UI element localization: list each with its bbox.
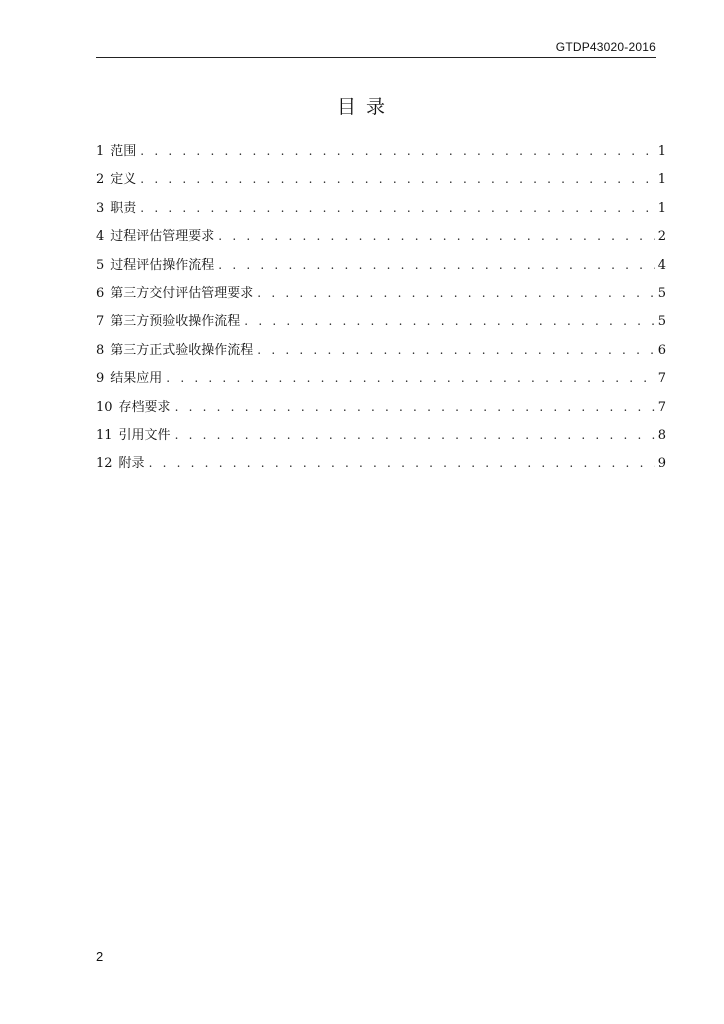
toc-entry-page: 8	[657, 427, 666, 443]
toc-entry-title: 过程评估管理要求	[110, 229, 215, 245]
dot-leader	[175, 428, 655, 442]
toc-entry-number: 1	[96, 144, 105, 159]
toc-entry-page: 7	[657, 399, 666, 415]
toc-title: 目 录	[336, 96, 388, 118]
toc-entry-page: 1	[657, 144, 666, 159]
toc-entry-label	[96, 140, 140, 159]
dot-leader	[149, 456, 655, 470]
toc-entry-page: 9	[657, 456, 666, 472]
toc-entry-page: 4	[657, 257, 666, 273]
toc-entry-label	[96, 310, 244, 329]
toc-entry-number: 12	[96, 456, 113, 472]
dot-leader	[257, 343, 654, 357]
toc-entry-number: 9	[96, 371, 105, 387]
toc-entry-title: 引用文件	[118, 427, 171, 443]
dot-leader	[257, 286, 654, 300]
dot-leader	[166, 371, 654, 385]
toc-entry-page: 5	[657, 314, 666, 330]
toc-entry-page: 7	[657, 371, 666, 387]
toc-entry-title: 定义	[110, 172, 137, 188]
dot-leader	[175, 400, 655, 414]
toc-entry[interactable]	[96, 396, 666, 424]
toc-entry-title: 附录	[118, 456, 145, 472]
toc-entry-label	[96, 168, 140, 187]
toc-entry-label	[96, 254, 218, 273]
toc-entry-page: 6	[657, 342, 666, 358]
toc-entry[interactable]	[96, 339, 666, 367]
toc-entry-number: 2	[96, 172, 105, 188]
toc-entry[interactable]	[96, 140, 666, 168]
toc-entry-title: 第三方预验收操作流程	[110, 314, 241, 330]
toc-entry[interactable]	[96, 254, 666, 282]
toc-entry-title: 存档要求	[118, 399, 171, 415]
toc-entry-number: 8	[96, 342, 105, 358]
toc-entry-label	[96, 424, 175, 443]
toc-entry[interactable]	[96, 225, 666, 253]
toc-entry-label	[96, 339, 257, 358]
dot-leader	[218, 258, 654, 272]
toc-entry[interactable]	[96, 197, 666, 225]
toc-entry-label	[96, 452, 149, 471]
toc-entry-page: 5	[657, 285, 666, 301]
toc-entry-page: 2	[657, 229, 666, 245]
toc-entry-title: 职责	[110, 200, 137, 216]
toc-entry-label	[96, 225, 218, 244]
header-rule	[96, 57, 656, 58]
toc-entry-page: 1	[657, 172, 666, 188]
dot-leader	[218, 229, 654, 243]
toc-entry-title: 结果应用	[110, 371, 163, 387]
dot-leader	[140, 201, 654, 215]
toc-entry[interactable]	[96, 310, 666, 338]
toc-entry-title: 第三方交付评估管理要求	[110, 285, 254, 301]
toc-entry-title: 第三方正式验收操作流程	[110, 342, 254, 358]
dot-leader	[140, 172, 654, 186]
toc-list	[96, 140, 666, 481]
document-code: GTDP43020-2016	[555, 40, 656, 54]
toc-entry-label	[96, 197, 140, 216]
toc-entry-number: 6	[96, 285, 105, 301]
dot-leader	[140, 144, 654, 158]
toc-entry-label	[96, 367, 166, 386]
toc-entry[interactable]	[96, 367, 666, 395]
toc-entry[interactable]	[96, 168, 666, 196]
toc-entry-label	[96, 396, 175, 415]
toc-entry[interactable]	[96, 282, 666, 310]
toc-entry-number: 10	[96, 399, 113, 415]
toc-entry-page: 1	[657, 200, 666, 216]
toc-entry-number: 3	[96, 200, 105, 216]
toc-entry[interactable]	[96, 452, 666, 480]
page-number: 2	[96, 949, 104, 964]
toc-entry-number: 11	[96, 427, 113, 443]
toc-entry[interactable]	[96, 424, 666, 452]
toc-entry-label	[96, 282, 257, 301]
toc-entry-number: 4	[96, 229, 105, 245]
dot-leader	[244, 314, 654, 328]
toc-entry-number: 5	[96, 257, 105, 273]
toc-entry-title: 过程评估操作流程	[110, 257, 215, 273]
toc-entry-number: 7	[96, 314, 105, 330]
toc-entry-title: 范围	[110, 144, 137, 159]
